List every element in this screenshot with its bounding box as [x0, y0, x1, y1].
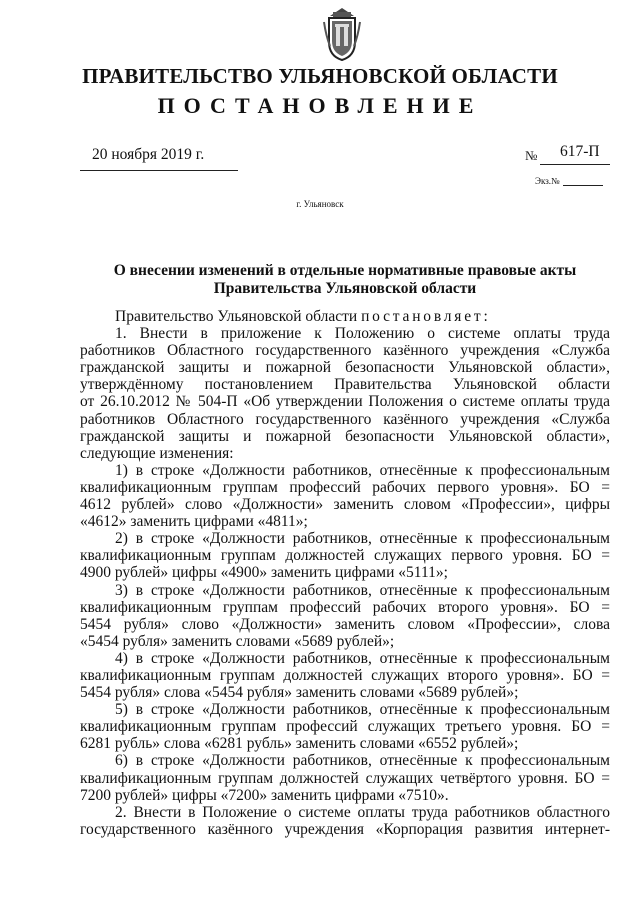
body-line: «4612» заменить цифрами «4811»; [80, 513, 308, 531]
body-line: гражданской защиты и пожарной безопасности Ульяновской области», [80, 359, 610, 377]
body-line: работников Областного государственного казённого учреждения «Служба [80, 410, 610, 428]
body-line: работников Областного государственного казённого учреждения «Служба [80, 342, 610, 360]
intro-line [80, 308, 610, 325]
intro-text: Правительство Ульяновской области [115, 308, 358, 325]
city: г. Ульяновск [296, 199, 344, 209]
body-line: следующие изменения: [80, 444, 234, 462]
body-line: квалификационным группам должностей служащих четвёртого уровня. БО = [80, 769, 610, 787]
body-line: 4900 рублей» цифры «4900» заменить цифрами «5111»; [80, 564, 448, 582]
subject-line: Правительства Ульяновской области [213, 280, 477, 297]
government-title: ПРАВИТЕЛЬСТВО УЛЬЯНОВСКОЙ ОБЛАСТИ [82, 64, 558, 88]
document-type-title: ПОСТАНОВЛЕНИЕ [157, 93, 483, 118]
body-line: 6281 рубль» слова «6281 рубль» заменить словами «6552 рублей»; [80, 735, 519, 753]
decree-date: 20 ноября 2019 г. [92, 146, 205, 163]
body-line: государственного казённого учреждения «Корпорация развития интернет- [80, 820, 610, 838]
body-line: 3) в строке «Должности работников, отнесённые к профессиональным [115, 581, 610, 599]
decree-number: 617-П [560, 143, 600, 160]
date-underline [80, 170, 238, 171]
body-line: 6) в строке «Должности работников, отнесённые к профессиональным [115, 752, 610, 770]
body-line: квалификационным группам профессий служащих третьего уровня. БО = [80, 718, 610, 736]
number-sign: № [525, 148, 538, 163]
body-line: утверждённому постановлением Правительства Ульяновской области [80, 376, 610, 394]
body-line: гражданской защиты и пожарной безопасности Ульяновской области», [80, 427, 610, 445]
body-line: 4612 рублей» слово «Должности» заменить словом «Профессии», цифры [80, 496, 610, 514]
body-line: 1) в строке «Должности работников, отнесённые к профессиональным [115, 461, 610, 479]
body-line: квалификационным группам профессий рабочих первого уровня». БО = [80, 478, 610, 496]
copy-number-label: Экз.№ [535, 176, 560, 186]
body-line: 5454 рубля» слова «5454 рубля» заменить словами «5689 рублей»; [80, 684, 519, 702]
body-line: 4) в строке «Должности работников, отнесённые к профессиональным [115, 649, 610, 667]
body-line: «5454 рубля» заменить словами «5689 рублей»; [80, 632, 395, 650]
body-line: 2) в строке «Должности работников, отнесённые к профессиональным [115, 530, 610, 548]
body-line: 5454 рубля» слово «Должности» заменить словом «Профессии», слова [80, 615, 610, 633]
subject-line: О внесении изменений в отдельные нормативные правовые акты [113, 262, 577, 279]
intro-verb: постановляет: [361, 308, 491, 325]
body-line: 7200 рублей» цифры «7200» заменить цифрами «7510». [80, 786, 449, 804]
body-line: квалификационным группам должностей служащих второго уровня». БО = [80, 666, 610, 684]
body-line: квалификационным группам должностей служащих первого уровня. БО = [80, 547, 610, 565]
body-line: от 26.10.2012 № 504-П «Об утверждении Положения о системе оплаты труда [80, 393, 610, 411]
body-line: квалификационным группам профессий рабочих второго уровня». БО = [80, 598, 610, 616]
copy-number-underline [563, 185, 603, 186]
body-line: 1. Внести в приложение к Положению о системе оплаты труда [115, 325, 610, 343]
coat-of-arms-icon [322, 6, 362, 62]
body-line: 2. Внести в Положение о системе оплаты труда работников областного [115, 803, 610, 821]
decree-subject [80, 262, 610, 298]
decree-body [80, 308, 610, 838]
body-line: 5) в строке «Должности работников, отнесённые к профессиональным [115, 701, 610, 719]
number-underline [540, 164, 610, 165]
